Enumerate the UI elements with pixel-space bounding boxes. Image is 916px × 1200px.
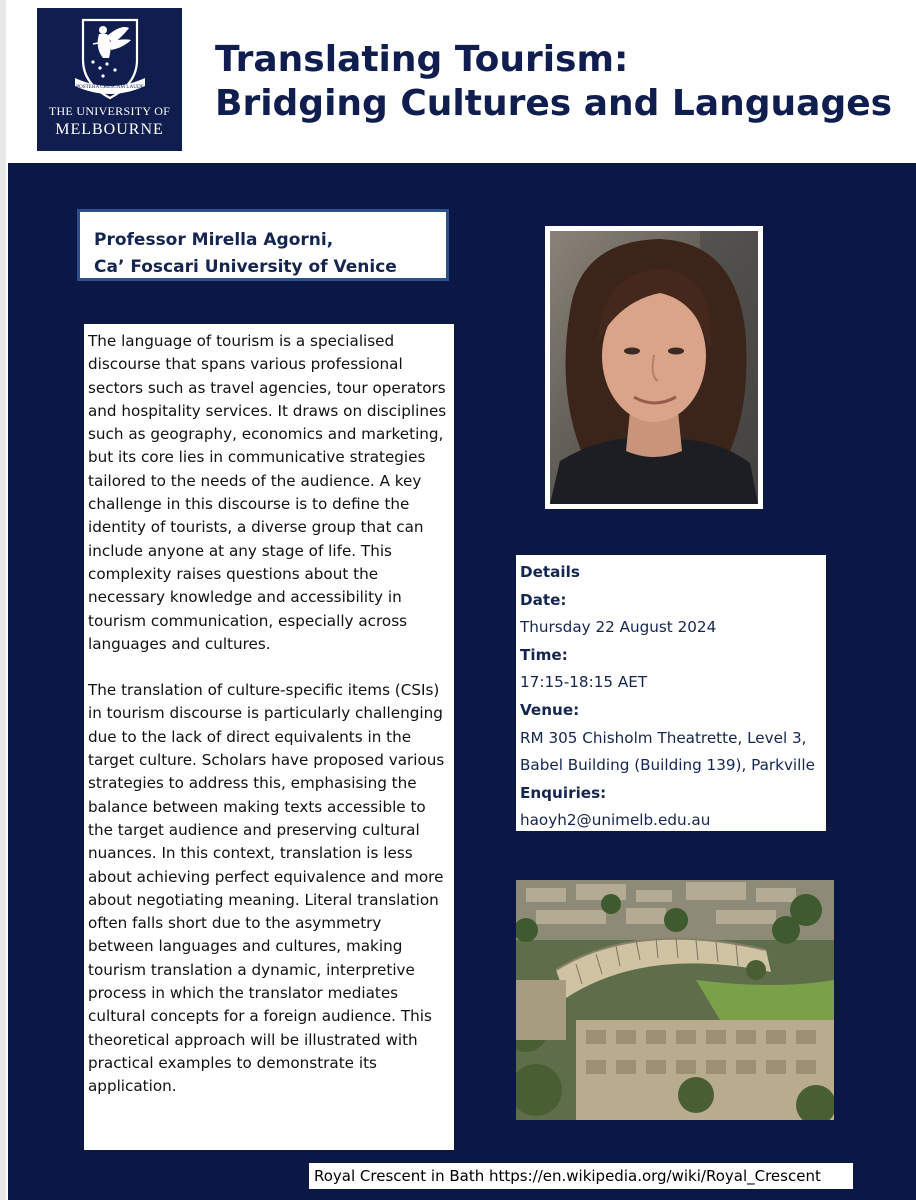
- speaker-photo: [545, 226, 763, 509]
- university-logo: [37, 8, 182, 151]
- logo-university-of: THE UNIVERSITY OF: [48, 104, 171, 118]
- speaker-name: Professor Mirella Agorni,: [94, 230, 334, 250]
- details-box: [516, 555, 826, 831]
- venue-line-2: Babel Building (Building 139), Parkville: [520, 756, 815, 775]
- motto-text: POSTERA CRESCAM LAUDE: [76, 84, 144, 90]
- abstract-box: [84, 324, 454, 1150]
- title-line-2: Bridging Cultures and Languages: [215, 83, 893, 124]
- royal-crescent-image: [516, 880, 834, 1120]
- time-value: 17:15-18:15 AET: [520, 673, 648, 692]
- abstract-paragraph-2: The translation of culture-specific items (CSIs) in tourism discourse is particularly challenging due to the lack of direct equivalents in the target culture. Scholars have proposed various strategies to address this, emphasising the balance between making texts accessible to the target audience and preserving cultural nuances. In this context, translation is less about achieving perfect equivalence and more about negotiating meaning. Literal translation often falls short due to the asymmetry between languages and cultures, making tourism translation a dynamic, interpretive process in which the translator mediates cultural concepts for a foreign audience. This theoretical approach will be illustrated with practical examples to demonstrate its application.: [88, 681, 445, 1096]
- enquiries-label: Enquiries:: [520, 783, 607, 802]
- date-value: Thursday 22 August 2024: [520, 618, 717, 637]
- crest-icon: [73, 14, 147, 102]
- enquiries-email: haoyh2@unimelb.edu.au: [520, 811, 711, 830]
- page-edge: [0, 0, 6, 1200]
- logo-melbourne: MELBOURNE: [55, 121, 164, 138]
- venue-label: Venue:: [520, 700, 580, 719]
- time-label: Time:: [520, 645, 568, 664]
- page-title: [215, 38, 905, 126]
- details-heading: Details: [520, 563, 580, 581]
- date-label: Date:: [520, 590, 567, 609]
- portrait-image: [550, 231, 758, 504]
- abstract-paragraph-1: The language of tourism is a specialised discourse that spans various professional sectors such as travel agencies, tour operators and hospitality services. It draws on disciplines such as geography, economics and marketing, but its core lies in communicative strategies tailored to the needs of the audience. A key challenge in this discourse is to define the identity of tourists, a diverse group that can include anyone at any stage of life. This complexity raises questions about the necessary knowledge and accessibility in tourism communication, especially across languages and cultures.: [88, 332, 447, 653]
- speaker-affiliation: Ca’ Foscari University of Venice: [94, 257, 397, 277]
- venue-line-1: RM 305 Chisholm Theatrette, Level 3,: [520, 728, 807, 747]
- title-line-1: Translating Tourism:: [215, 39, 629, 80]
- photo-caption: Royal Crescent in Bath https://en.wikipedia.org/wiki/Royal_Crescent: [309, 1163, 853, 1189]
- speaker-box: [77, 209, 449, 281]
- royal-crescent-photo: [516, 880, 834, 1120]
